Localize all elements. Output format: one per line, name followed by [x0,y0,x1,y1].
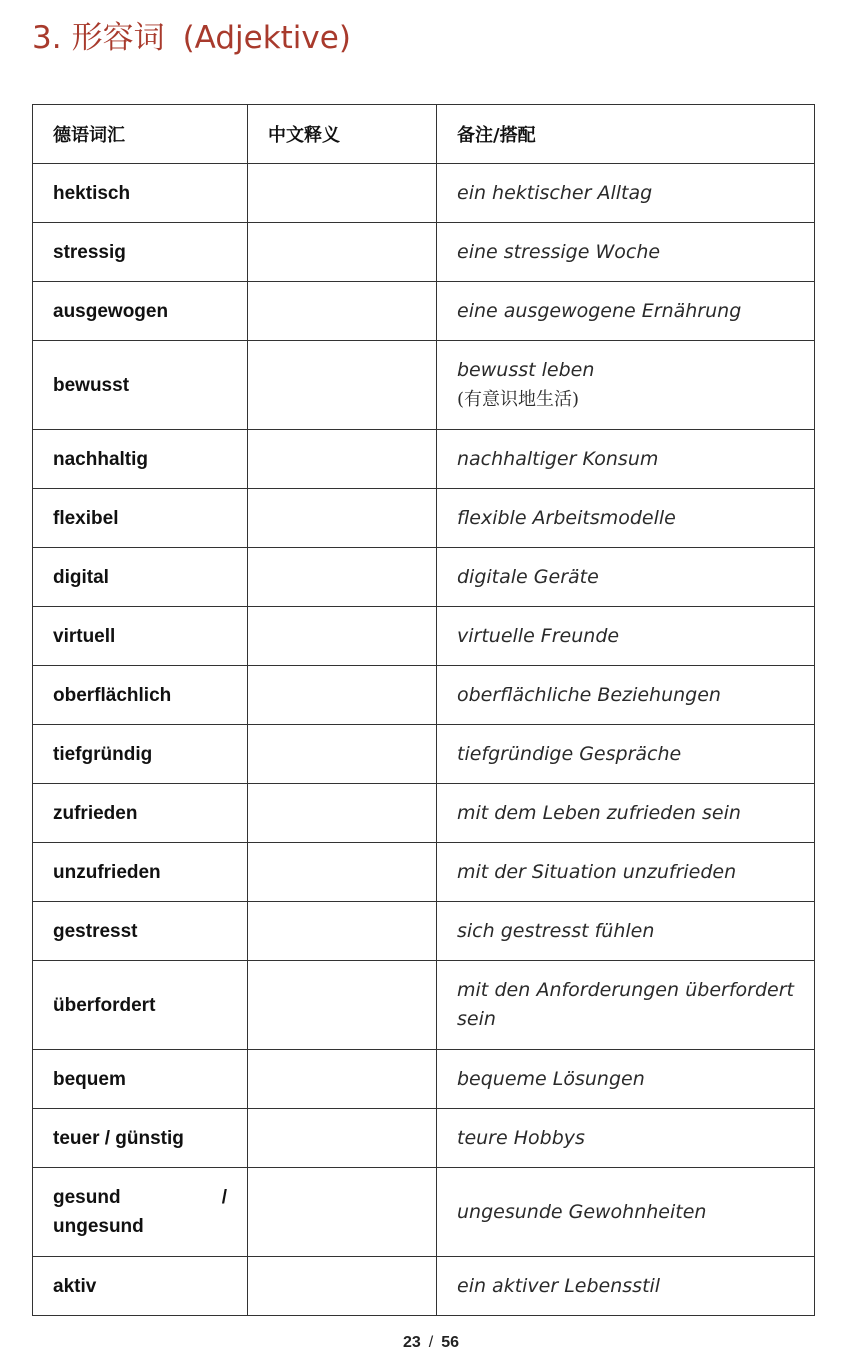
german-word: teuer / günstig [33,1109,248,1168]
table-row [33,223,815,282]
german-word: digital [33,548,248,607]
table-header-row [33,105,815,164]
german-word: ausgewogen [33,282,248,341]
chinese-meaning-cell [248,843,437,902]
german-word: gesund / ungesund [33,1168,248,1257]
table-row [33,164,815,223]
collocation-note: ein hektischer Alltag [437,164,815,223]
german-word: bewusst [33,341,248,430]
chinese-meaning-cell [248,1257,437,1316]
german-word: tiefgründig [33,725,248,784]
collocation-note: tiefgründige Gespräche [437,725,815,784]
chinese-meaning-cell [248,1050,437,1109]
chinese-meaning-cell [248,666,437,725]
collocation-note: eine stressige Woche [437,223,815,282]
collocation-note: oberflächliche Beziehungen [437,666,815,725]
collocation-note: eine ausgewogene Ernährung [437,282,815,341]
chinese-meaning-cell [248,548,437,607]
collocation-note: bewusst leben [457,359,595,381]
table-row [33,961,815,1050]
table-row [33,1109,815,1168]
section-number: 3. [32,20,62,56]
chinese-meaning-cell [248,164,437,223]
german-word: unzufrieden [33,843,248,902]
collocation-note: mit den Anforderungen überfordert sein [437,961,815,1050]
chinese-meaning-cell [248,902,437,961]
chinese-meaning-cell [248,961,437,1050]
german-word: zufrieden [33,784,248,843]
table-row [33,902,815,961]
collocation-note-cell [437,341,815,430]
german-word: bequem [33,1050,248,1109]
collocation-note: virtuelle Freunde [437,607,815,666]
collocation-note: bequeme Lösungen [437,1050,815,1109]
german-word: nachhaltig [33,430,248,489]
chinese-meaning-cell [248,341,437,430]
german-word: virtuell [33,607,248,666]
german-word: aktiv [33,1257,248,1316]
table-row [33,607,815,666]
collocation-note: mit dem Leben zufrieden sein [437,784,815,843]
chinese-meaning-cell [248,607,437,666]
german-word: flexibel [33,489,248,548]
table-row [33,784,815,843]
german-word: gestresst [33,902,248,961]
table-row [33,725,815,784]
page-number [0,1334,862,1352]
collocation-note: flexible Arbeitsmodelle [437,489,815,548]
table-row [33,548,815,607]
header-chinese-meaning: 中文释义 [248,105,437,164]
chinese-meaning-cell [248,1168,437,1257]
collocation-note: ungesunde Gewohnheiten [437,1168,815,1257]
section-heading [32,16,351,60]
collocation-note: nachhaltiger Konsum [437,430,815,489]
chinese-meaning-cell [248,430,437,489]
collocation-note: teure Hobbys [437,1109,815,1168]
section-title-zh: 形容词 [71,20,165,56]
header-german-word: 德语词汇 [33,105,248,164]
table-row [33,1050,815,1109]
collocation-note: ein aktiver Lebensstil [437,1257,815,1316]
section-title-de: (Adjektive) [182,20,351,56]
collocation-note: digitale Geräte [437,548,815,607]
chinese-meaning-cell [248,489,437,548]
vocabulary-table [32,104,815,1316]
german-word: hektisch [33,164,248,223]
collocation-note: mit der Situation unzufrieden [437,843,815,902]
chinese-meaning-cell [248,223,437,282]
table-row [33,1257,815,1316]
table-row [33,282,815,341]
page-separator: / [428,1334,434,1351]
table-row [33,341,815,430]
current-page: 23 [402,1334,421,1351]
chinese-meaning-cell [248,725,437,784]
total-pages: 56 [441,1334,460,1351]
chinese-meaning-cell [248,282,437,341]
chinese-meaning-cell [248,1109,437,1168]
german-word: stressig [33,223,248,282]
table-row [33,430,815,489]
table-row [33,489,815,548]
chinese-meaning-cell [248,784,437,843]
table-row [33,843,815,902]
header-notes: 备注/搭配 [437,105,815,164]
table-row [33,1168,815,1257]
german-word: oberflächlich [33,666,248,725]
collocation-note: sich gestresst fühlen [437,902,815,961]
chinese-gloss: (有意识地生活) [457,389,580,410]
table-row [33,666,815,725]
german-word: überfordert [33,961,248,1050]
